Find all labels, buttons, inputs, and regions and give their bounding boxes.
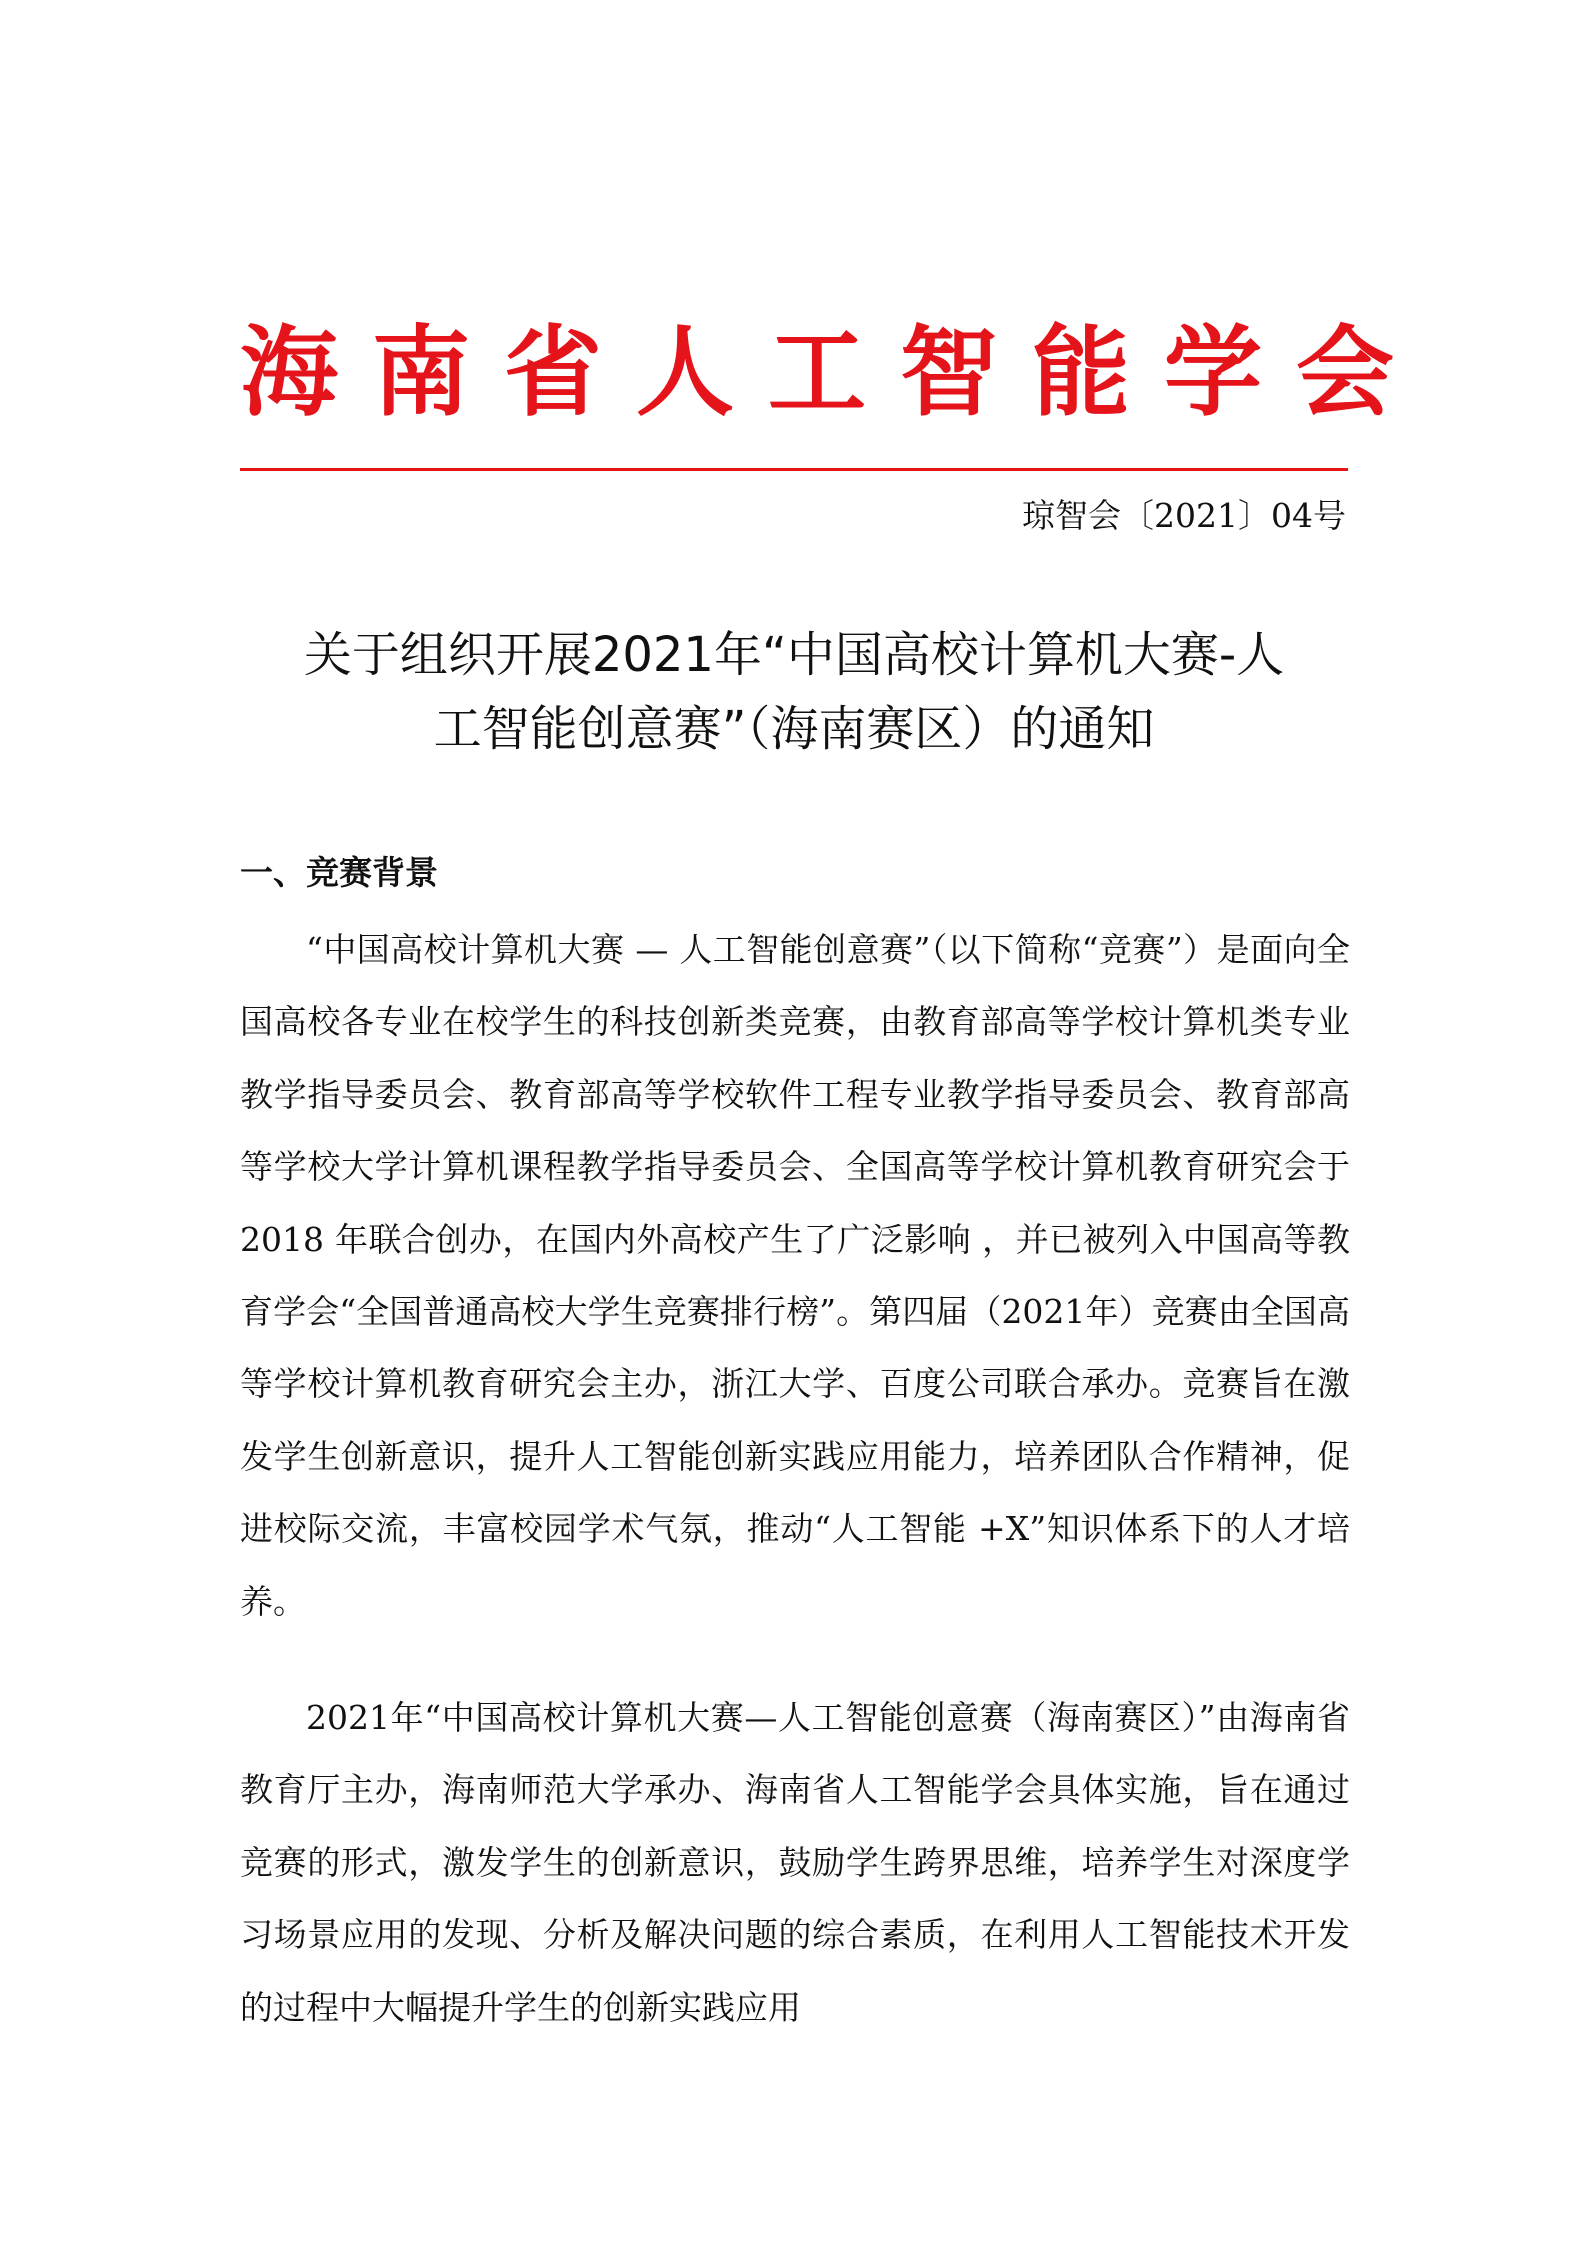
notice-title-line-1: 关于组织开展2021年“中国高校计算机大赛-人 xyxy=(303,627,1285,683)
organization-title: 海南省人工智能学会 xyxy=(240,316,1429,430)
notice-title xyxy=(240,618,1348,766)
document-number: 琼智会〔2021〕04号 xyxy=(1022,496,1346,535)
notice-title-line-2: 工智能创意赛”（海南赛区）的通知 xyxy=(433,701,1155,757)
section-heading-background: 一、竞赛背景 xyxy=(240,853,438,892)
body-paragraph-1: “中国高校计算机大赛 — 人工智能创意赛”（以下简称“竞赛”）是面向全国高校各专业在校学生的科技创新类竞赛，由教育部高等学校计算机类专业教学指导委员会、教育部高等学校软件工程专业教学指导委员会、教育部高等学校大学计算机课程教学指导委员会、全国高等学校计算机教育研究会于 2018 年联合创办，在国内外高校产生了广泛影响 ，并已被列入中国高等教育学会“全国普通高校大学生竞赛排行榜”。第四届（2021年）竞赛由全国高等学校计算机教育研究会主办，浙江大学、百度公司联合承办。竞赛旨在激发学生创新意识，提升人工智能创新实践应用能力，培养团队合作精神，促进校际交流，丰富校园学术气氛，推动“人工智能 +X”知识体系下的人才培养。 xyxy=(240,930,1350,1621)
header-divider xyxy=(240,468,1348,471)
body-paragraph-2: 2021年“中国高校计算机大赛—人工智能创意赛（海南赛区）”由海南省教育厅主办，海南师范大学承办、海南省人工智能学会具体实施，旨在通过竞赛的形式，激发学生的创新意识，鼓励学生跨界思维，培养学生对深度学习场景应用的发现、分析及解决问题的综合素质，在利用人工智能技术开发的过程中大幅提升学生的创新实践应用 xyxy=(240,1698,1350,2027)
